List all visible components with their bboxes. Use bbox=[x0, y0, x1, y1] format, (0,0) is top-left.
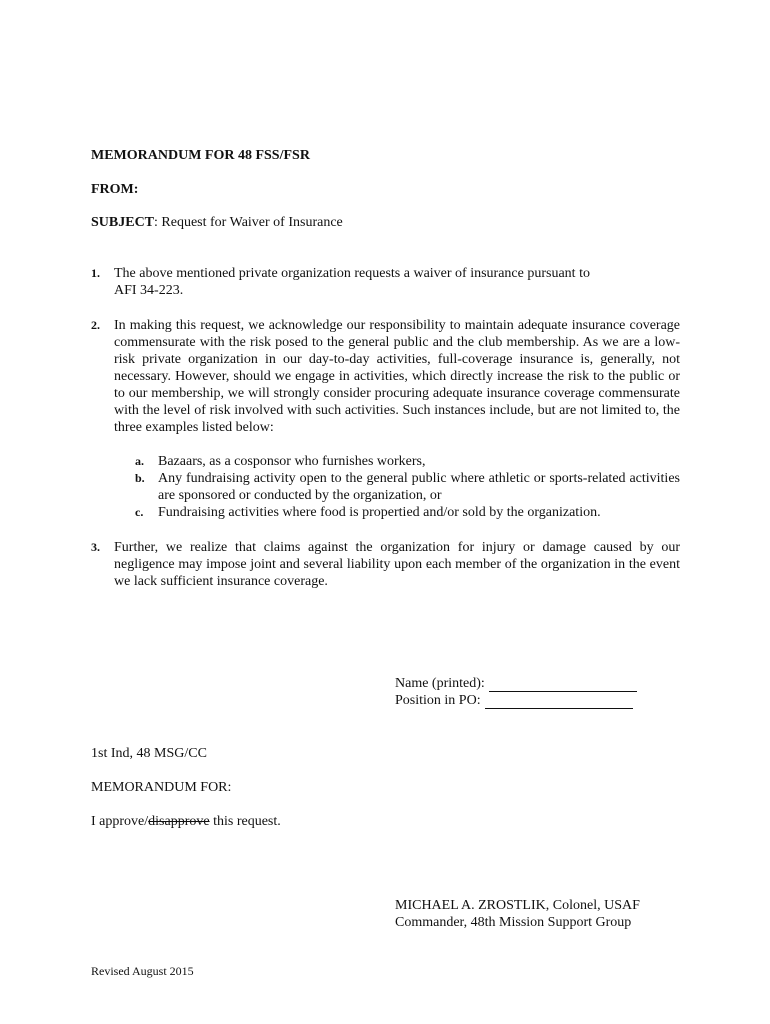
indorsement-memo-for: MEMORANDUM FOR: bbox=[91, 780, 232, 795]
name-printed-label: Name (printed): bbox=[395, 676, 485, 691]
approve-text: I approve/ bbox=[91, 814, 149, 829]
list-item bbox=[135, 470, 680, 504]
list-item bbox=[135, 504, 680, 521]
list-item-text: Bazaars, as a cosponsor who furnishes workers, bbox=[158, 454, 426, 469]
list-item-text: Any fundraising activity open to the general public where athletic or sports-related activities are sponsored or conducted by the organization, or bbox=[158, 471, 680, 503]
position-field[interactable] bbox=[485, 695, 633, 709]
subject-line bbox=[91, 214, 343, 231]
commander-title: Commander, 48th Mission Support Group bbox=[395, 915, 632, 930]
paragraph-text: Further, we realize that claims against the organization for injury or damage caused by our negligence may impose joint and several liability upon each member of the organization in the event we lack sufficient insurance coverage. bbox=[114, 540, 680, 589]
paragraph-text: In making this request, we acknowledge our responsibility to maintain adequate insurance coverage commensurate with the risk posed to the general public and the club membership. As we are a low-risk private organization in our day-to-day activities, full-coverage insurance is, generally, not necessary. However, should we engage in activities, which directly increase the risk to the public or to our membership, we will strongly consider procuring adequate insurance coverage commensurate with the level of risk involved with such activities. Such instances include, but are not limited to, the three examples listed below: bbox=[114, 318, 680, 435]
name-printed-field[interactable] bbox=[489, 678, 637, 692]
commander-signature-block bbox=[395, 897, 640, 931]
indorsement-heading: 1st Ind, 48 MSG/CC bbox=[91, 746, 207, 761]
examples-list bbox=[135, 453, 680, 521]
revision-footer: Revised August 2015 bbox=[91, 964, 194, 978]
list-item-letter: c. bbox=[135, 505, 144, 519]
paragraph-1 bbox=[91, 265, 680, 299]
paragraph-number: 1. bbox=[91, 266, 100, 280]
list-item-letter: b. bbox=[135, 471, 145, 485]
list-item-text: Fundraising activities where food is propertied and/or sold by the organization. bbox=[158, 505, 601, 520]
paragraph-3 bbox=[91, 539, 680, 590]
position-label: Position in PO: bbox=[395, 693, 481, 708]
subject-text: : Request for Waiver of Insurance bbox=[154, 215, 343, 230]
approval-statement bbox=[91, 813, 281, 830]
commander-name: MICHAEL A. ZROSTLIK, Colonel, USAF bbox=[395, 898, 640, 913]
position-row bbox=[395, 692, 637, 709]
paragraph-number: 3. bbox=[91, 540, 100, 554]
paragraph-2 bbox=[91, 317, 680, 436]
name-printed-row bbox=[395, 675, 637, 692]
approve-suffix: this request. bbox=[209, 814, 281, 829]
from-heading: FROM: bbox=[91, 182, 139, 197]
disapprove-struck-text: disapprove bbox=[148, 814, 210, 829]
signature-block bbox=[395, 675, 637, 709]
paragraph-text: The above mentioned private organization requests a waiver of insurance pursuant to AFI 34-223. bbox=[114, 266, 590, 298]
subject-label: SUBJECT bbox=[91, 215, 155, 230]
paragraph-number: 2. bbox=[91, 318, 100, 332]
list-item bbox=[135, 453, 680, 470]
memo-for-heading: MEMORANDUM FOR 48 FSS/FSR bbox=[91, 148, 310, 163]
list-item-letter: a. bbox=[135, 454, 144, 468]
